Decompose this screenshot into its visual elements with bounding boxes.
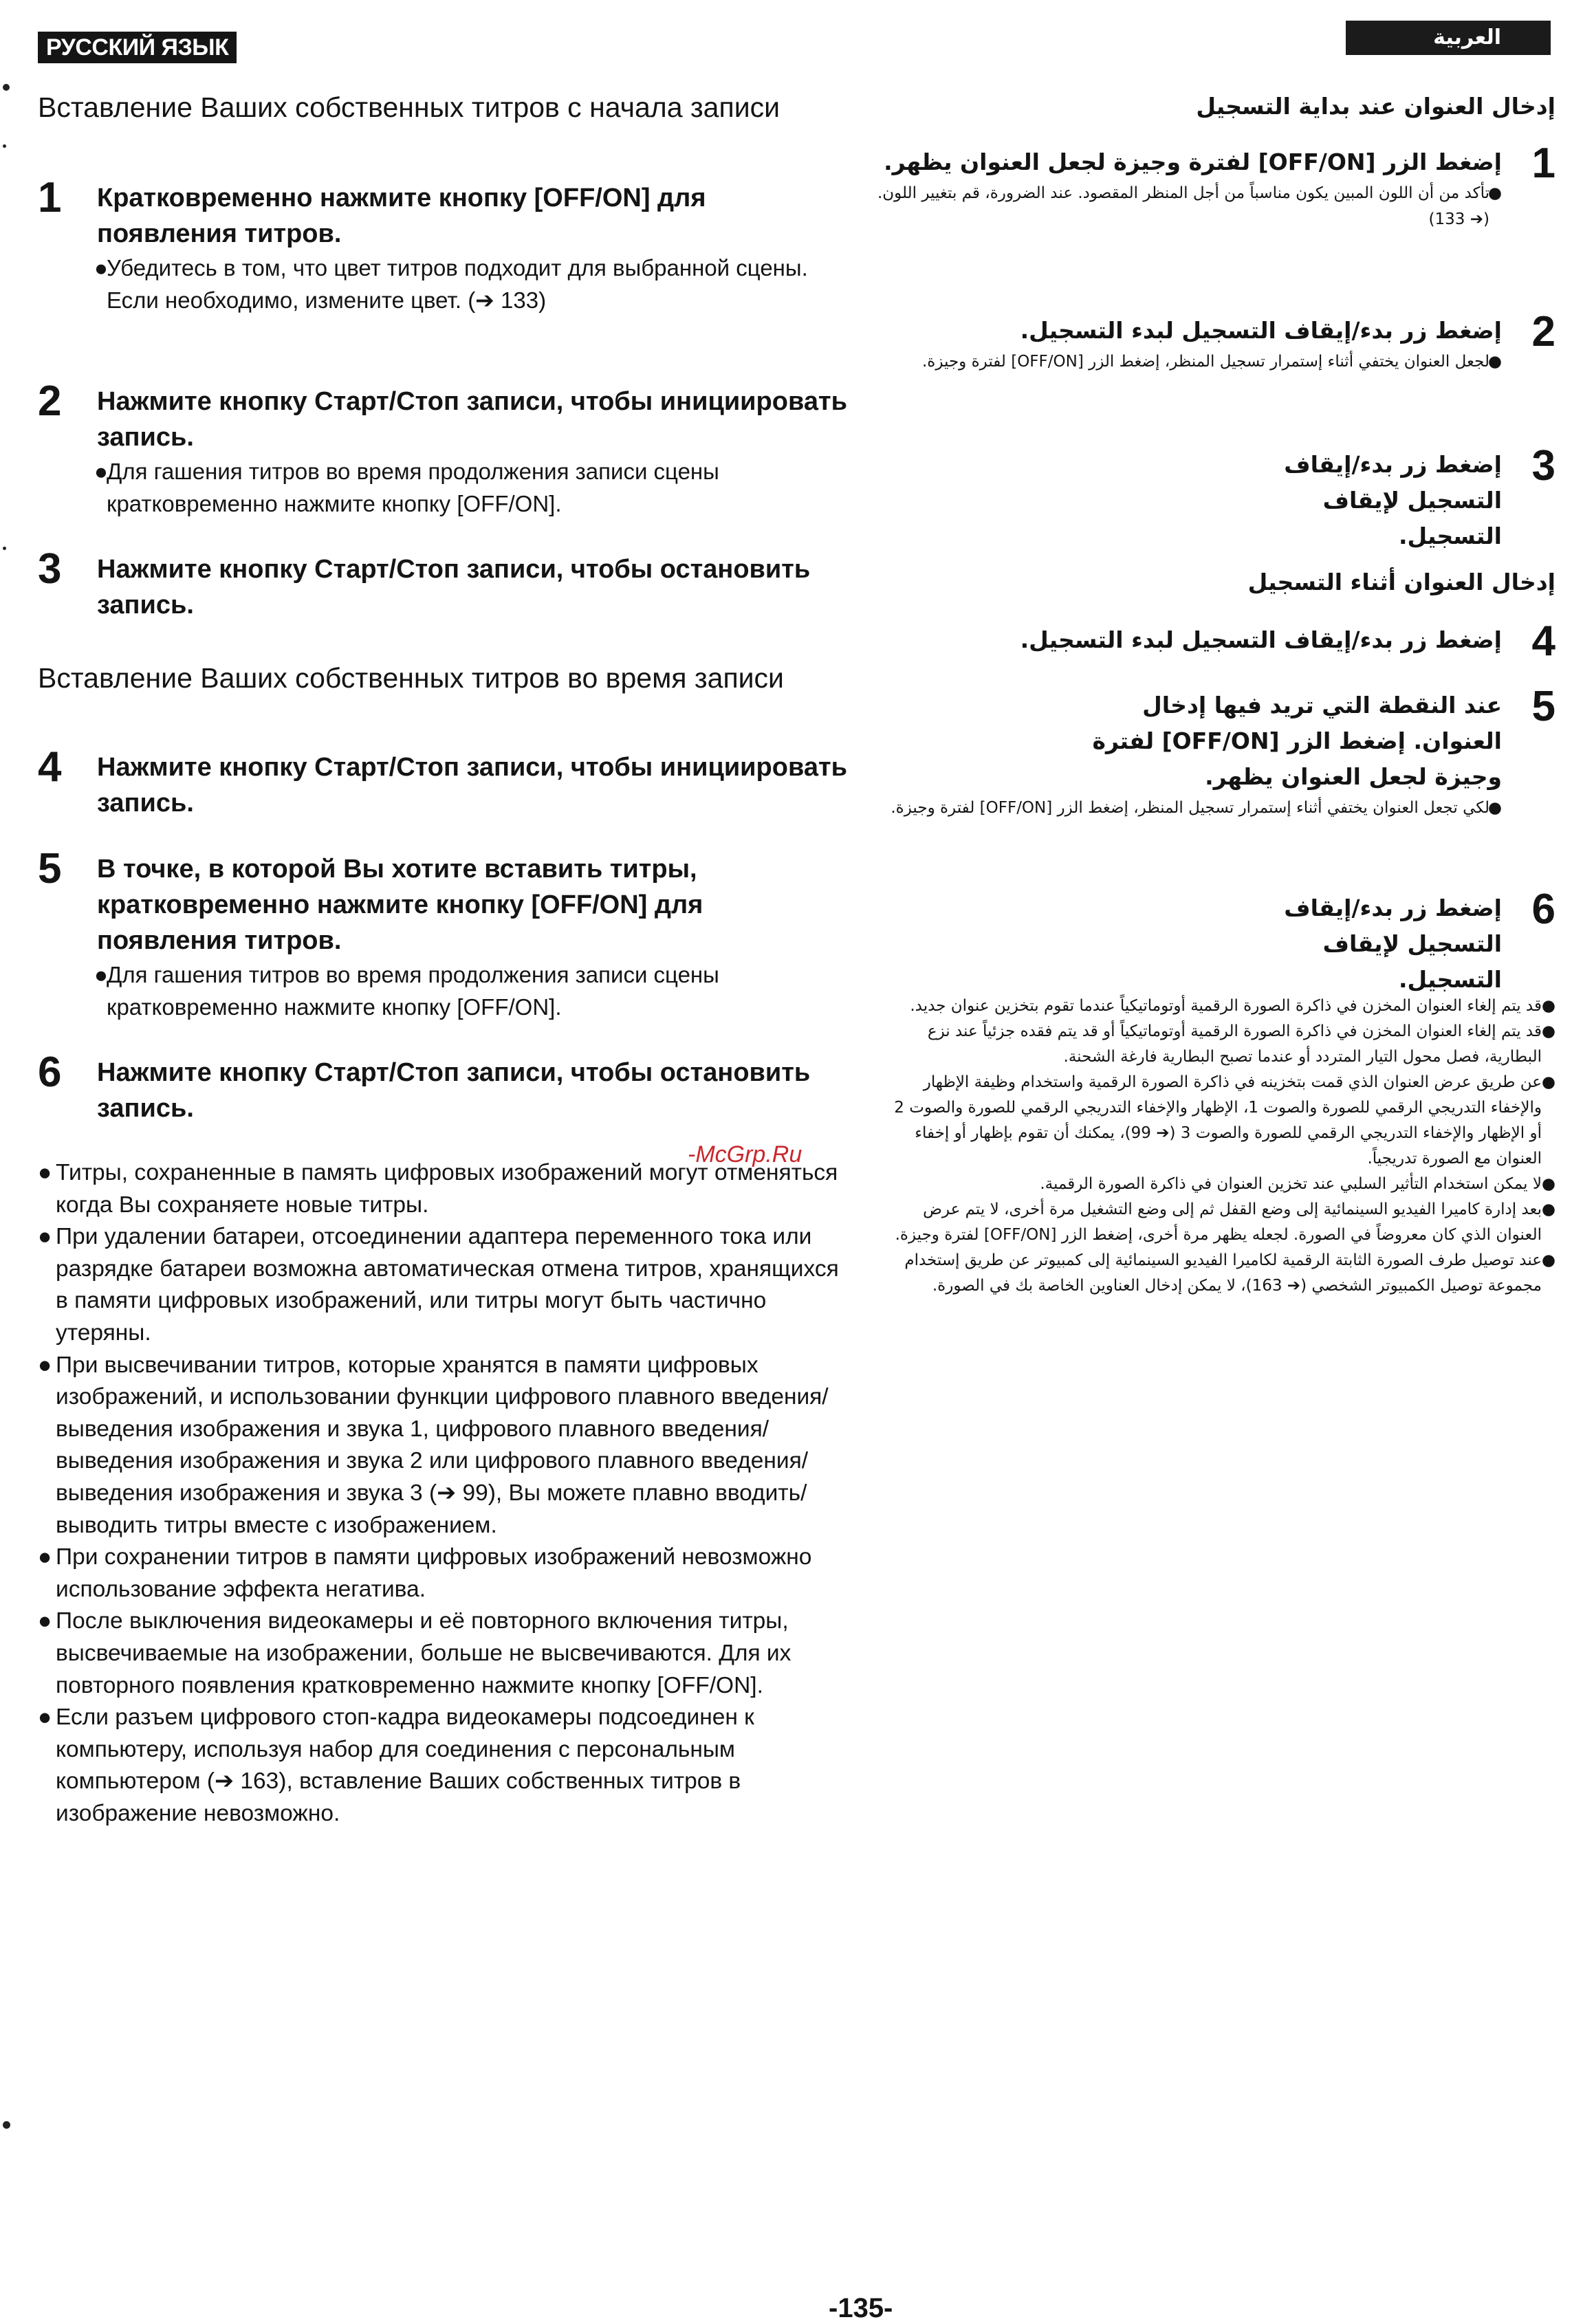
ru-step-1 [38,174,849,316]
ru-step-number: 3 [38,545,62,593]
ru-step-3 [38,545,849,623]
bullet-icon: ● [94,459,108,484]
bullet-icon: ● [38,1544,52,1570]
bullet-icon: ● [1541,1022,1555,1040]
ar-step-instruction: إضغط زر بدء/إيقاف التسجيل لإيقاف التسجيل. [1284,895,1502,993]
ru-step-2 [38,377,849,520]
ar-step-5 [868,683,1555,821]
ru-step-instruction: Кратковременно нажмите кнопку [OFF/ON] для появления титров. [97,184,706,248]
language-tab-arabic: العربية [1346,21,1551,55]
ru-step-instruction: Нажмите кнопку Старт/Стоп записи, чтобы инициировать запись. [97,753,847,818]
ar-note-item: ● بعد إدارة كاميرا الفيديو السينمائية إلى وضع القفل ثم إلى وضع التشغيل مرة أخرى، لا يتم عرض العنوان الذي كان معروضاً في الصورة. لجعله يظهر مرة أخرى، إضغط الزر [OFF/ON] لفترة وجيزة. [882,1197,1555,1248]
ru-note-item: ● Если разъем цифрового стоп-кадра видеокамеры подсоединен к компьютеру, используя набор для соединения с персональным компьютером (➔ 163), вставление Ваших собственных титров в изображение невозможно. [38,1702,856,1830]
bullet-icon: ● [38,1352,52,1378]
bullet-icon: ● [38,1704,52,1731]
ar-note-item: ● عن طريق عرض العنوان الذي قمت بتخزينه في ذاكرة الصورة الرقمية واستخدام وظيفة الإظهار والإخفاء التدريجي الرقمي للصورة والصوت 1، الإظهار والإخفاء التدريجي الرقمي للصورة والصوت 2 أو الإظهار والإخفاء التدريجي الرقمي للصورة والصوت 3 (➔ 99)، يمكنك أن تقوم بإظهار أو إخفاء العنوان مع الصورة تدريجياً. [882,1070,1555,1172]
bullet-icon: ● [1541,1251,1555,1269]
ar-notes [882,994,1555,1299]
ar-section-title-start: إدخال العنوان عند بداية التسجيل [1196,93,1555,120]
ru-note-item: ● При удалении батареи, отсоединении адаптера переменного тока или разрядке батареи возможна автоматическая отмена титров, хранящихся в памяти цифровых изображений, или титры могут быть частично утеряны. [38,1221,856,1349]
ar-step-1 [868,140,1555,232]
language-tab-russian: РУССКИЙ ЯЗЫК [38,32,237,63]
ar-note-item: ● لا يمكن استخدام التأثير السلبي عند تخزين العنوان في ذاكرة الصورة الرقمية. [882,1172,1555,1197]
bullet-icon: ● [1541,1201,1555,1218]
ru-step-number: 4 [38,743,62,791]
bullet-icon: ● [38,1608,52,1634]
watermark: -McGrp.Ru [688,1141,803,1168]
bullet-icon: ● [94,962,108,987]
ar-step-6 [868,886,1555,998]
ar-step-instruction: عند النقطة التي تريد فيها إدخال العنوان. إضغط الزر [OFF/ON] لفترة وجيزة لجعل العنوان يظهر. [1092,692,1502,790]
ar-step-note: ● لكي تجعل العنوان يختفي أثناء إستمرار تسجيل المنظر، إضغط الزر [OFF/ON] لفترة وجيزة. [868,795,1502,821]
ru-step-instruction: Нажмите кнопку Старт/Стоп записи, чтобы остановить запись. [97,555,811,620]
ru-step-number: 6 [38,1049,62,1096]
ar-note-item: ● قد يتم إلغاء العنوان المخزن في ذاكرة الصورة الرقمية أوتوماتيكياً أو قد يتم فقده جزئياً عند نزع البطارية، فصل محول التيار المتردد أو عندما تصبح البطارية فارغة الشحنة. [882,1019,1555,1070]
ru-step-number: 1 [38,174,62,221]
bullet-icon: ● [94,255,108,281]
ar-step-instruction: إضغط زر بدء/إيقاف التسجيل لبدء التسجيل. [1020,626,1502,653]
ru-notes [38,1157,856,1830]
ru-step-note: ● Для гашения титров во время продолжения записи сцены кратковременно нажмите кнопку [OFF/ON]. [107,455,849,520]
margin-mark [3,84,10,91]
ru-step-instruction: Нажмите кнопку Старт/Стоп записи, чтобы остановить запись. [97,1058,811,1123]
ru-step-instruction: В точке, в которой Вы хотите вставить титры, кратковременно нажмите кнопку [OFF/ON] для появления титров. [97,855,703,955]
bullet-icon: ● [1487,184,1502,202]
ar-note-item: ● قد يتم إلغاء العنوان المخزن في ذاكرة الصورة الرقمية أوتوماتيكياً عندما تقوم بتخزين عنوان جديد. [882,994,1555,1019]
ru-section-title-start: Вставление Ваших собственных титров с начала записи [38,91,780,123]
ar-section-title-during: إدخال العنوان أثناء التسجيل [1247,569,1555,595]
bullet-icon: ● [1541,1073,1555,1091]
margin-mark [3,144,6,148]
bullet-icon: ● [1487,353,1502,371]
ru-note-item: ● Титры, сохраненные в память цифровых изображений могут отменяться когда Вы сохраняете новые титры. [38,1157,856,1221]
ar-step-number: 3 [1531,442,1555,490]
ar-step-number: 2 [1531,308,1555,355]
ru-section-title-during: Вставление Ваших собственных титров во время записи [38,662,784,694]
ru-step-number: 5 [38,845,62,892]
ar-step-number: 5 [1531,683,1555,730]
margin-mark [3,2121,10,2129]
ru-note-item: ● После выключения видеокамеры и её повторного включения титры, высвечиваемые на изображении, больше не высвечиваются. Для их повторного появления кратковременно нажмите кнопку [OFF/ON]. [38,1605,856,1702]
ru-step-4 [38,743,849,821]
ru-step-instruction: Нажмите кнопку Старт/Стоп записи, чтобы инициировать запись. [97,387,847,452]
bullet-icon: ● [1487,799,1502,817]
ru-step-number: 2 [38,377,62,425]
ar-step-2 [868,308,1555,375]
ar-step-3 [868,442,1555,554]
ru-note-item: ● При высвечивании титров, которые хранятся в памяти цифровых изображений, и использовании функции цифрового плавного введения/выведения изображения и звука 1, цифрового плавного введения/выведения изображения и звука 2 или цифрового плавного введения/выведения изображения и звука 3 (➔ 99), Вы можете плавно вводить/выводить титры вместе с изображением. [38,1350,856,1542]
ar-step-instruction: إضغط الزر [OFF/ON] لفترة وجيزة لجعل العنوان يظهر. [884,149,1502,175]
ru-step-note: ● Убедитесь в том, что цвет титров подходит для выбранной сцены. Если необходимо, измените цвет. (➔ 133) [107,252,849,316]
bullet-icon: ● [38,1160,52,1185]
ar-note-item: ● عند توصيل طرف الصورة الثابتة الرقمية لكاميرا الفيديو السينمائية إلى كمبيوتر عن طريق إستخدام مجموعة توصيل الكمبيوتر الشخصي (➔ 163)، لا يمكن إدخال العناوين الخاصة بك في الصورة. [882,1248,1555,1299]
ar-step-number: 1 [1531,140,1555,187]
bullet-icon: ● [38,1224,52,1250]
bullet-icon: ● [1541,1175,1555,1193]
ar-step-note: ● لجعل العنوان يختفي أثناء إستمرار تسجيل المنظر، إضغط الزر [OFF/ON] لفترة وجيزة. [868,349,1502,375]
ar-step-instruction: إضغط زر بدء/إيقاف التسجيل لإيقاف التسجيل. [1284,451,1502,549]
ru-step-5 [38,845,849,1023]
ar-step-note: ● تأكد من أن اللون المبين يكون مناسباً من أجل المنظر المقصود. عند الضرورة، قم بتغيير اللون. (➔ 133) [868,180,1502,232]
ar-step-number: 4 [1531,617,1555,665]
ar-step-number: 6 [1531,886,1555,933]
margin-mark [3,547,6,550]
ru-step-6 [38,1049,849,1126]
ar-step-instruction: إضغط زر بدء/إيقاف التسجيل لبدء التسجيل. [1020,317,1502,344]
ru-note-item: ● При сохранении титров в памяти цифровых изображений невозможно использование эффекта негатива. [38,1542,856,1605]
ru-step-note: ● Для гашения титров во время продолжения записи сцены кратковременно нажмите кнопку [OFF/ON]. [107,958,849,1023]
ar-step-4 [868,617,1555,665]
page-number: -135- [829,2293,893,2323]
bullet-icon: ● [1541,997,1555,1015]
